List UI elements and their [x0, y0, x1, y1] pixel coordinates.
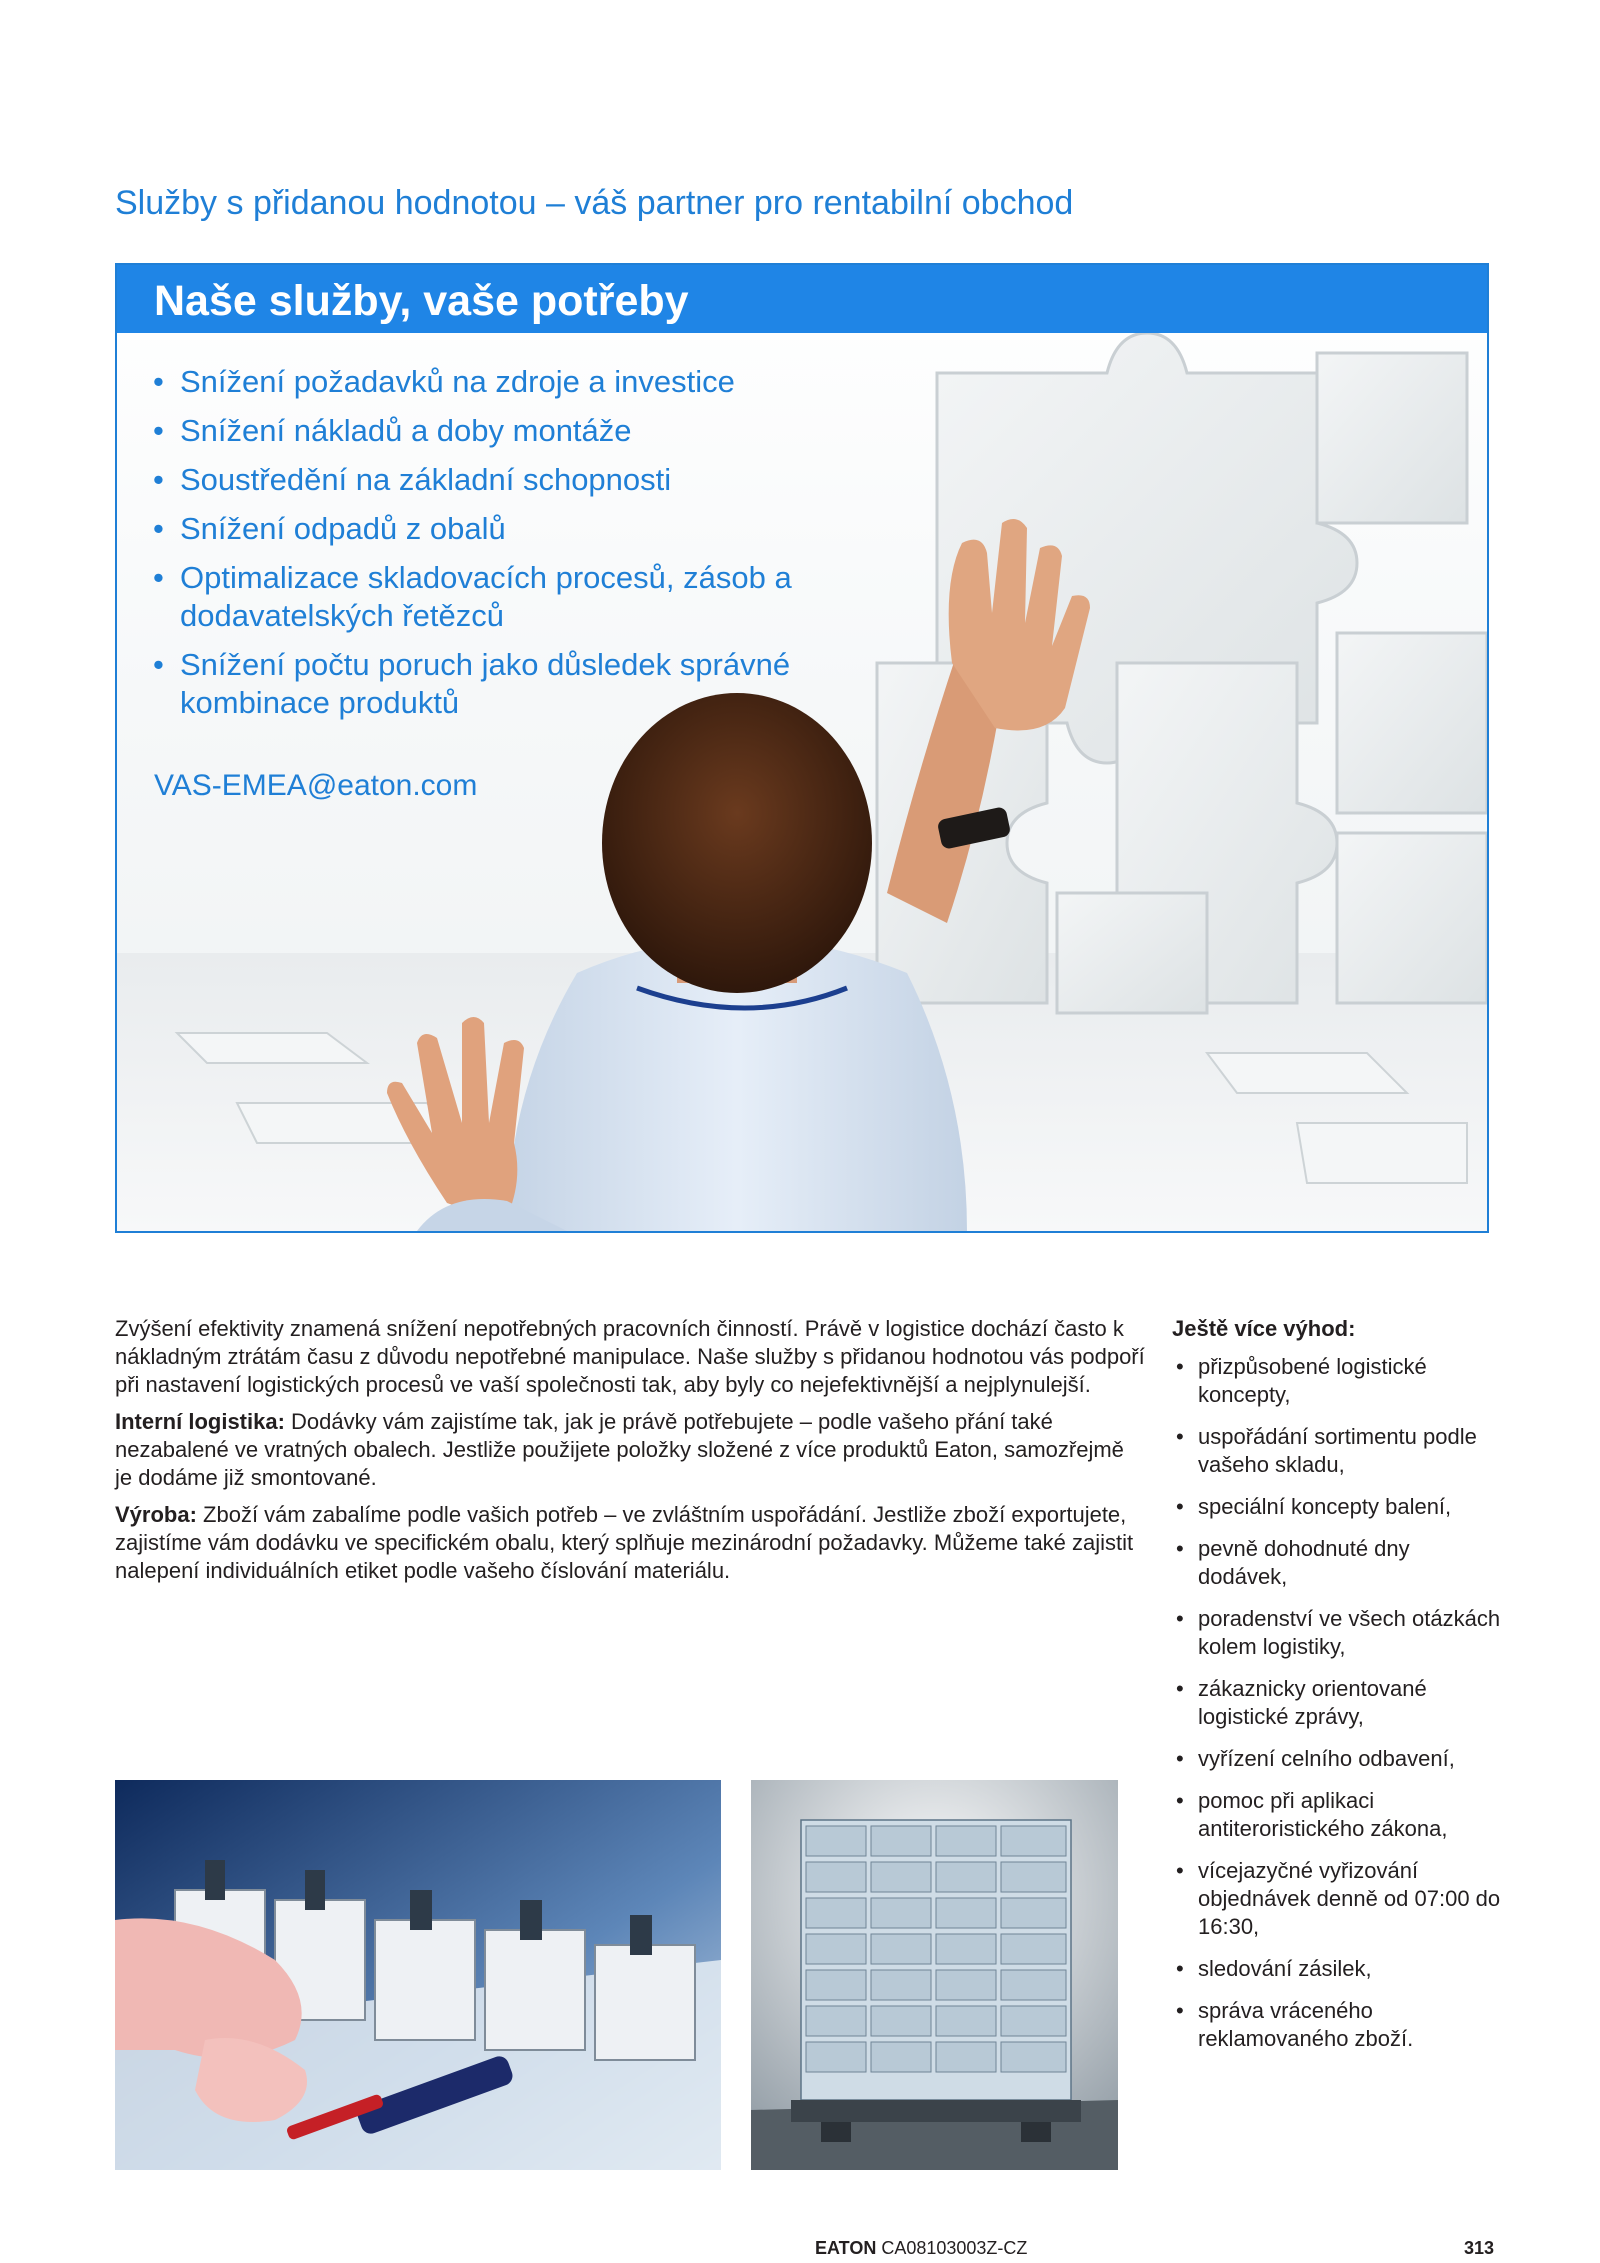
footer-doc-id [815, 2238, 1027, 2259]
advantage-item: • pomoc při aplikaci antiteroristického zákona, [1172, 1787, 1502, 1843]
advantage-item: • uspořádání sortimentu podle vašeho skladu, [1172, 1423, 1502, 1479]
intro-paragraph: Zvýšení efektivity znamená snížení nepotřebných pracovních činností. Právě v logistice dochází často k nákladným ztrátám času z důvodu nepotřebné manipulace. Naše služby s přidanou hodnotou vás podpoří při nastavení logistických procesů ve vaší společnosti tak, aby byly co nejefektivnější a nejplynulejší. [115, 1316, 1145, 1397]
advantages-list [1172, 1353, 1502, 2053]
production-text: Zboží vám zabalíme podle vašich potřeb – ve zvláštním uspořádání. Jestliže zboží exportujete, zajistíme vám dodávku ve specifickém obalu, který splňuje mezinárodní požadavky. Můžeme také zajistit nalepení individuálních etiket podle vašeho číslování materiálu. [115, 1502, 1134, 1583]
advantage-item: • sledování zásilek, [1172, 1955, 1502, 1983]
benefit-item: • Snížení nákladů a doby montáže [153, 412, 793, 450]
hair [602, 693, 872, 993]
production-label: Výroba: [115, 1502, 197, 1527]
advantage-item: • pevně dohodnuté dny dodávek, [1172, 1535, 1502, 1591]
advantage-item: • zákaznicky orientované logistické zprávy, [1172, 1675, 1502, 1731]
footer-doc-code: CA08103003Z-CZ [876, 2238, 1028, 2258]
advantages-title: Ještě více výhod: [1172, 1316, 1356, 1341]
benefit-item: • Soustředění na základní schopnosti [153, 461, 793, 499]
advantage-item: • přizpůsobené logistické koncepty, [1172, 1353, 1502, 1409]
benefit-item: • Optimalizace skladovacích procesů, zásob a dodavatelských řetězců [153, 559, 793, 635]
circuit-breaker-assembly-photo [115, 1780, 721, 2170]
internal-logistics-paragraph [115, 1408, 1145, 1492]
benefit-item: • Snížení počtu poruch jako důsledek správné kombinace produktů [153, 646, 793, 722]
production-paragraph [115, 1501, 1145, 1585]
advantage-item: • vyřízení celního odbavení, [1172, 1745, 1502, 1773]
footer-brand: EATON [815, 2238, 877, 2258]
hero-panel [115, 263, 1489, 1233]
hero-title: Naše služby, vaše potřeby [154, 277, 689, 325]
internal-logistics-label: Interní logistika: [115, 1409, 285, 1434]
advantages-column [1172, 1315, 1502, 2067]
page-number: 313 [1464, 2238, 1495, 2258]
advantage-item: • správa vráceného reklamovaného zboží. [1172, 1997, 1502, 2053]
benefit-item: • Snížení požadavků na zdroje a investice [153, 363, 793, 401]
page-heading: Služby s přidanou hodnotou – váš partner pro rentabilní obchod [115, 184, 1074, 222]
hero-title-band [117, 265, 1487, 333]
advantage-item: • poradenství ve všech otázkách kolem logistiky, [1172, 1605, 1502, 1661]
advantage-item: • speciální koncepty balení, [1172, 1493, 1502, 1521]
main-text-column [115, 1315, 1145, 1594]
advantage-item: • vícejazyčné vyřizování objednávek denně od 07:00 do 16:30, [1172, 1857, 1502, 1941]
internal-logistics-text: Dodávky vám zajistíme tak, jak je právě potřebujete – podle vašeho přání také nezabalené ve vratných obalech. Jestliže použijete položky složené z více produktů Eaton, samozřejmě je dodáme již smontované. [115, 1409, 1124, 1490]
contact-email-link[interactable]: VAS-EMEA@eaton.com [154, 769, 478, 802]
benefit-item: • Snížení odpadů z obalů [153, 510, 793, 548]
benefit-list [153, 363, 793, 733]
packaged-pallet-photo [751, 1780, 1118, 2170]
